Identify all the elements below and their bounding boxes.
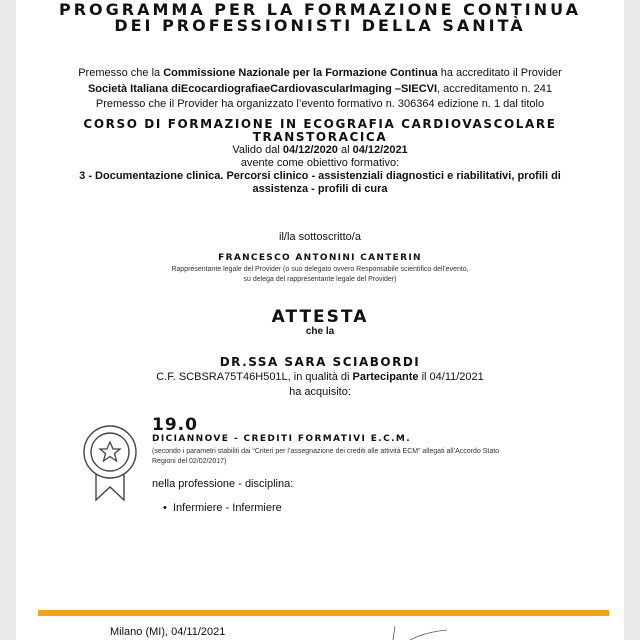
header-line-2: DEI PROFESSIONISTI DELLA SANITÀ: [114, 16, 526, 35]
premise-1: [0, 67, 640, 80]
validity: [0, 144, 640, 157]
course-title-1: CORSO DI FORMAZIONE IN ECOGRAFIA CARDIOVASCOLARE: [83, 117, 557, 131]
text: Commissione Nazionale per la Formazione Continua: [163, 67, 438, 79]
premise-2: Premesso che il Provider ha organizzato l’evento formativo n. 306364 edizione n. 1 dal titolo: [95, 98, 545, 110]
credits-value: 19.0: [152, 415, 198, 435]
date-from: 04/12/2020: [282, 144, 338, 156]
header-line-1: PROGRAMMA PER LA FORMAZIONE CONTINUA: [58, 0, 582, 19]
date-to: 04/12/2021: [352, 144, 408, 156]
profession-label: nella professione - disciplina:: [152, 478, 294, 490]
credits-words: DICIANNOVE - CREDITI FORMATIVI E.C.M.: [152, 434, 412, 444]
text: C.F. SCBSRA75T46H501L, in qualità di: [156, 371, 353, 383]
signer-name: FRANCESCO ANTONINI CANTERIN: [218, 253, 422, 263]
award-badge-icon: [82, 420, 142, 504]
place-date: Milano (MI), 04/11/2021: [110, 626, 226, 638]
signer-intro: il/la sottoscritto/a: [279, 231, 361, 243]
course-title-2: TRANSTORACICA: [252, 130, 388, 144]
acquired-label: ha acquisito:: [289, 386, 351, 398]
role: Partecipante: [352, 371, 419, 383]
credits-note-2: Regioni del 02/02/2017): [152, 458, 227, 465]
objective-2: assistenza - profili di cura: [252, 183, 388, 195]
profession-item: [163, 502, 282, 515]
objective-label: avente come obiettivo formativo:: [240, 157, 400, 169]
text: ha accreditato il Provider: [437, 67, 562, 79]
objective-1: 3 - Documentazione clinica. Percorsi clinico - assistenziali diagnostici e riabilitativi, profili di: [79, 170, 561, 182]
premise-1b: [0, 83, 640, 96]
text: Premesso che la: [78, 67, 164, 79]
text: al: [337, 144, 353, 156]
attesta-title: ATTESTA: [271, 307, 369, 327]
provider-name: Società Italiana diEcocardiografiaeCardiovascularImaging –SIECVI: [87, 83, 438, 95]
attesta-sub: che la: [305, 326, 335, 337]
accent-divider: [38, 610, 609, 616]
bullet-icon: •: [163, 502, 173, 514]
profession-text: Infermiere - Infermiere: [172, 502, 282, 514]
text: Valido dal: [232, 144, 283, 156]
text: , accreditamento n. 241: [437, 83, 553, 95]
signer-role-1: Rappresentante legale del Provider (o suo delegato ovvero Responsabile scientifico dell’evento,: [171, 266, 469, 273]
recipient-name: DR.SSA SARA SCIABORDI: [219, 355, 421, 369]
signature-mark: [385, 624, 455, 640]
signer-role-2: su delega del rappresentante legale del Provider): [243, 276, 397, 283]
recipient-cf: [0, 371, 640, 384]
credits-note-1: (secondo i parametri stabiliti dai “Criteri per l’assegnazione dei crediti alle attività ECM” allegati all’Accordo Stato: [152, 448, 500, 455]
text: il 04/11/2021: [418, 371, 484, 383]
